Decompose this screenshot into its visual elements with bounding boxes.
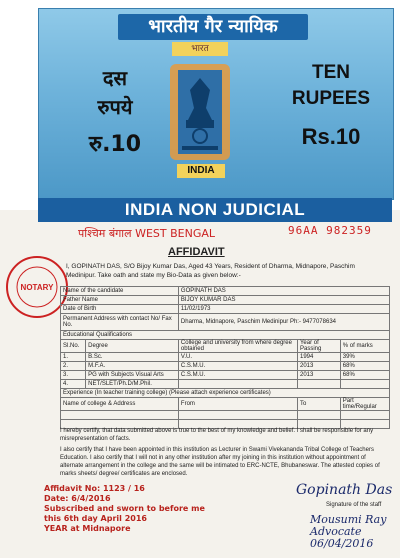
- field-value: GOPINATH DAS: [178, 287, 389, 296]
- field-label: Name of the candidate: [61, 287, 179, 296]
- west-bengal-line: पश्चिम बंगाल WEST BENGAL: [78, 227, 216, 240]
- sig2-line: 06/04/2016: [310, 537, 374, 550]
- field-value: Dharma, Midnapore, Paschim Medinipur Ph:- 9477078634: [178, 314, 389, 331]
- col-header: Year of Passing: [297, 340, 340, 353]
- non-judicial-banner: INDIA NON JUDICIAL: [38, 198, 392, 222]
- cell: 68%: [340, 371, 389, 380]
- cell: PG with Subjects Visual Arts: [86, 371, 179, 380]
- stamp-paper: [0, 0, 400, 210]
- field-label: Father Name: [61, 296, 179, 305]
- table-header-row: [61, 340, 390, 353]
- table-row: [61, 353, 390, 362]
- affidavit-intro: I, GOPINATH DAS, S/O Bijoy Kumar Das, Aged 43 Years, Resident of Dharma, Midnapore, Paschim Medinipur. Take oath and state my Bio-Data as given below:-: [66, 263, 355, 279]
- field-label: Permanent Address with contact No/ Fax No.: [61, 314, 179, 331]
- advocate-signature: [310, 514, 386, 550]
- notary-center-text: NOTARY: [20, 283, 54, 292]
- certification-2: I also certify that I have been appointed in this institution as Lecturer in Swami Vivekananda Tribal College of Teachers Education. I also certify that I will not in any other institution after my joining in this institution without appointment of alternate arrangement in the college and the same will be intimated to ERC-NCTE, Bhubaneswar. The attested copies of marks sheets/ degree/ certificates are enclosed.: [60, 447, 380, 477]
- cell: [340, 380, 389, 389]
- cell: 1994: [297, 353, 340, 362]
- cell: B.Sc.: [86, 353, 179, 362]
- denom-hindi-3: रु.10: [88, 132, 142, 157]
- notary-handwritten-notes: [44, 484, 205, 534]
- stamp-hindi-header: भारतीय गैर न्यायिक: [118, 14, 308, 40]
- table-row: [61, 296, 390, 305]
- signature-label: Signature of the staff: [326, 502, 382, 508]
- field-value: 11/02/1973: [178, 305, 389, 314]
- cell: 4.: [61, 380, 86, 389]
- table-row: [61, 411, 390, 420]
- table-row: [61, 331, 390, 340]
- table-row: [61, 287, 390, 296]
- cell: 2013: [297, 362, 340, 371]
- cell: [178, 411, 297, 420]
- cell: 68%: [340, 362, 389, 371]
- col-header: To: [297, 398, 340, 411]
- note-line: Date: 6/4/2016: [44, 494, 111, 503]
- col-header: Degree: [86, 340, 179, 353]
- note-line: Subscribed and sworn to before me: [44, 504, 205, 513]
- serial-number: 96AA 982359: [288, 224, 372, 237]
- cell: 2013: [297, 371, 340, 380]
- cell: C.S.M.U.: [178, 362, 297, 371]
- affidavit-title: AFFIDAVIT: [168, 246, 225, 258]
- table-row: [61, 362, 390, 371]
- denom-hindi-1: दस: [102, 66, 128, 90]
- sig2-line: Mousumi Ray: [310, 513, 387, 526]
- bio-data-table: [60, 286, 390, 429]
- table-row: [61, 305, 390, 314]
- field-label: Date of Birth: [61, 305, 179, 314]
- field-value: BIJOY KUMAR DAS: [178, 296, 389, 305]
- emblem-label: भारत: [172, 42, 228, 56]
- note-line: Affidavit No: 1123 / 16: [44, 484, 145, 493]
- sig2-line: Advocate: [310, 525, 362, 538]
- cell: 3.: [61, 371, 86, 380]
- note-line: this 6th day April 2016: [44, 514, 147, 523]
- table-row: [61, 380, 390, 389]
- col-header: Sl.No.: [61, 340, 86, 353]
- certification-1: I hereby certify, that data submitted above is true to the best of my knowledge and belief. I shall be responsible for any misrepresentation of facts.: [60, 428, 374, 442]
- denom-en-2: RUPEES: [291, 88, 371, 109]
- staff-signature: Gopinath Das: [296, 482, 393, 498]
- edu-heading: Educational Qualifications: [61, 331, 390, 340]
- cell: V.U.: [178, 353, 297, 362]
- table-row: [61, 371, 390, 380]
- denom-en-3: Rs.10: [301, 124, 361, 149]
- table-header-row: [61, 398, 390, 411]
- cell: 39%: [340, 353, 389, 362]
- cell: 1.: [61, 353, 86, 362]
- cell: [178, 380, 297, 389]
- cell: [340, 411, 389, 420]
- col-header: % of marks: [340, 340, 389, 353]
- col-header: College and university from where degree obtained: [178, 340, 297, 353]
- denom-hindi-2: रुपये: [97, 95, 133, 119]
- denomination-english: [286, 62, 376, 150]
- col-header: From: [178, 398, 297, 411]
- cell: [297, 411, 340, 420]
- note-line: YEAR at Midnapore: [44, 524, 131, 533]
- india-label: INDIA: [177, 164, 225, 178]
- exp-heading: Experience (In teacher training college) (Please attach experience certificates): [61, 389, 390, 398]
- cell: C.S.M.U.: [178, 371, 297, 380]
- cell: [297, 380, 340, 389]
- cell: NET/SLET/Ph.D/M.Phil.: [86, 380, 179, 389]
- table-row: [61, 314, 390, 331]
- denom-en-1: TEN: [312, 62, 350, 83]
- denomination-hindi: [70, 64, 160, 158]
- cell: M.F.A.: [86, 362, 179, 371]
- table-row: [61, 389, 390, 398]
- cell: 2.: [61, 362, 86, 371]
- cell: [61, 411, 179, 420]
- col-header: Part time/Regular: [340, 398, 389, 411]
- ashoka-emblem-icon: [162, 60, 238, 180]
- col-header: Name of college & Address: [61, 398, 179, 411]
